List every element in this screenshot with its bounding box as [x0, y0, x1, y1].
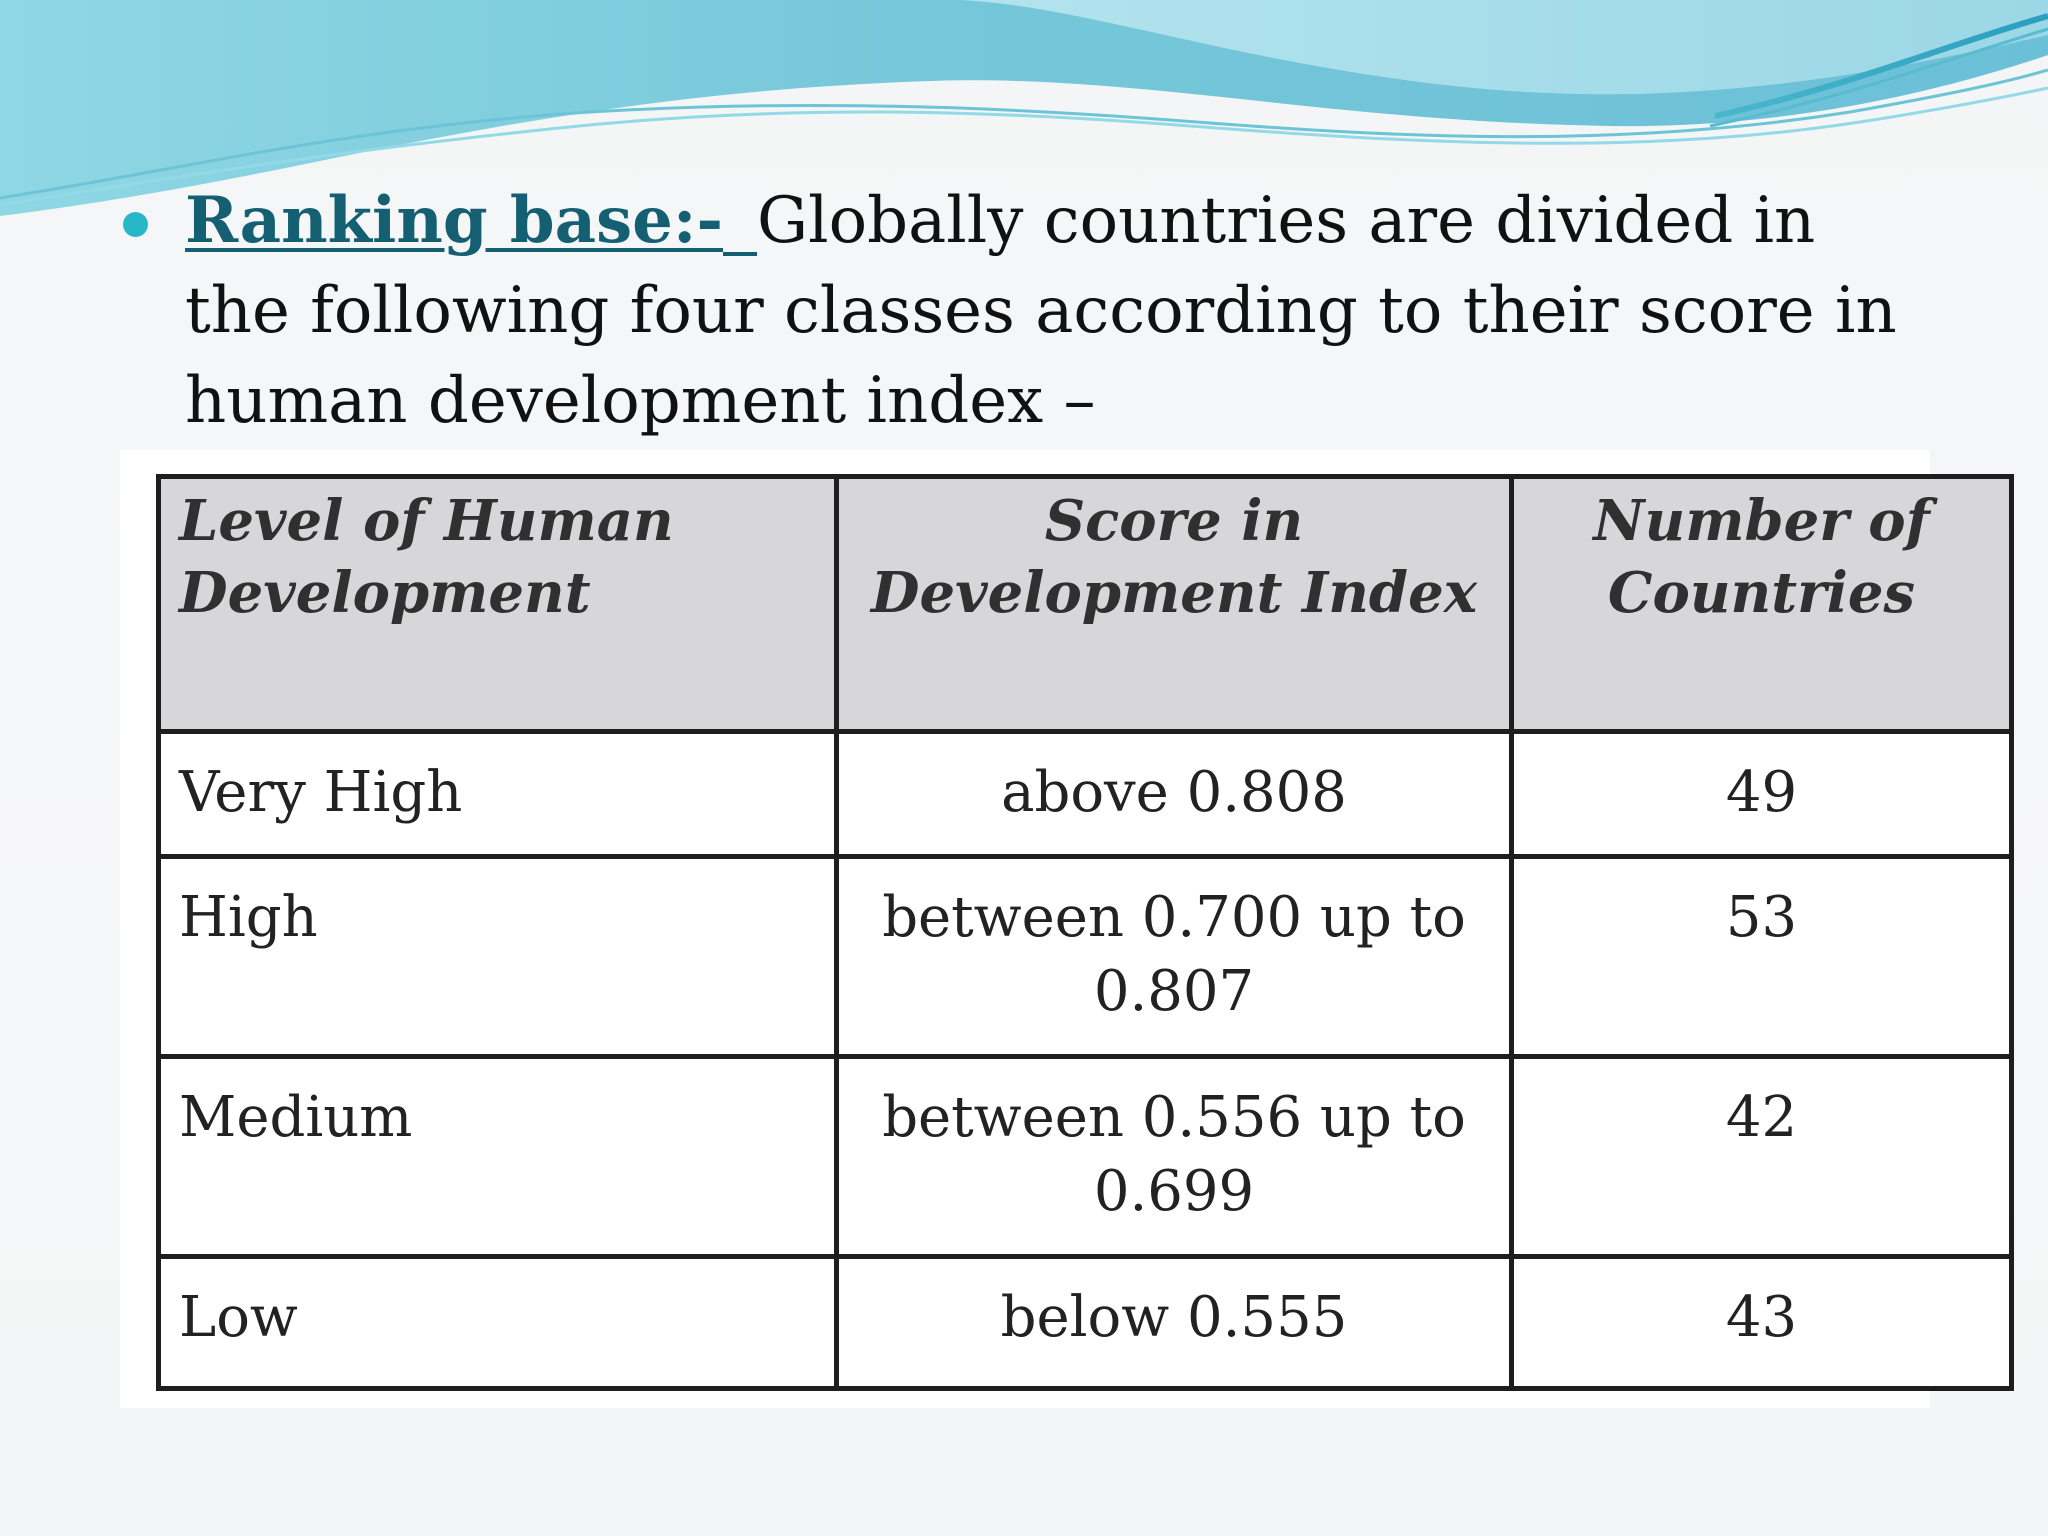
cell-level: Low [159, 1256, 837, 1388]
development-table [156, 474, 2014, 1391]
cell-level: Very High [159, 732, 837, 857]
table-row [159, 1056, 2012, 1256]
cell-score: between 0.556 up to 0.699 [837, 1056, 1512, 1256]
bullet-icon [123, 212, 148, 237]
cell-countries: 43 [1512, 1256, 2012, 1388]
table-row [159, 1256, 2012, 1388]
intro-paragraph [130, 176, 1910, 446]
header-level: Level of Human Development [159, 477, 837, 732]
table-panel [120, 450, 1930, 1408]
cell-score: below 0.555 [837, 1256, 1512, 1388]
cell-countries: 49 [1512, 732, 2012, 857]
intro-text: Globally countries are divided in the following four classes according to their score in human development index – [185, 184, 1897, 438]
cell-level: High [159, 857, 837, 1057]
slide-text [130, 176, 1910, 446]
table-header-row [159, 477, 2012, 732]
cell-countries: 53 [1512, 857, 2012, 1057]
cell-countries: 42 [1512, 1056, 2012, 1256]
cell-score: above 0.808 [837, 732, 1512, 857]
ranking-base-heading[interactable]: Ranking base:- [185, 183, 724, 258]
cell-score: between 0.700 up to 0.807 [837, 857, 1512, 1057]
table-row [159, 732, 2012, 857]
header-countries: Number of Countries [1512, 477, 2012, 732]
header-score: Score in Development Index [837, 477, 1512, 732]
cell-level: Medium [159, 1056, 837, 1256]
table-row [159, 857, 2012, 1057]
heading-underline-gap [723, 251, 757, 256]
